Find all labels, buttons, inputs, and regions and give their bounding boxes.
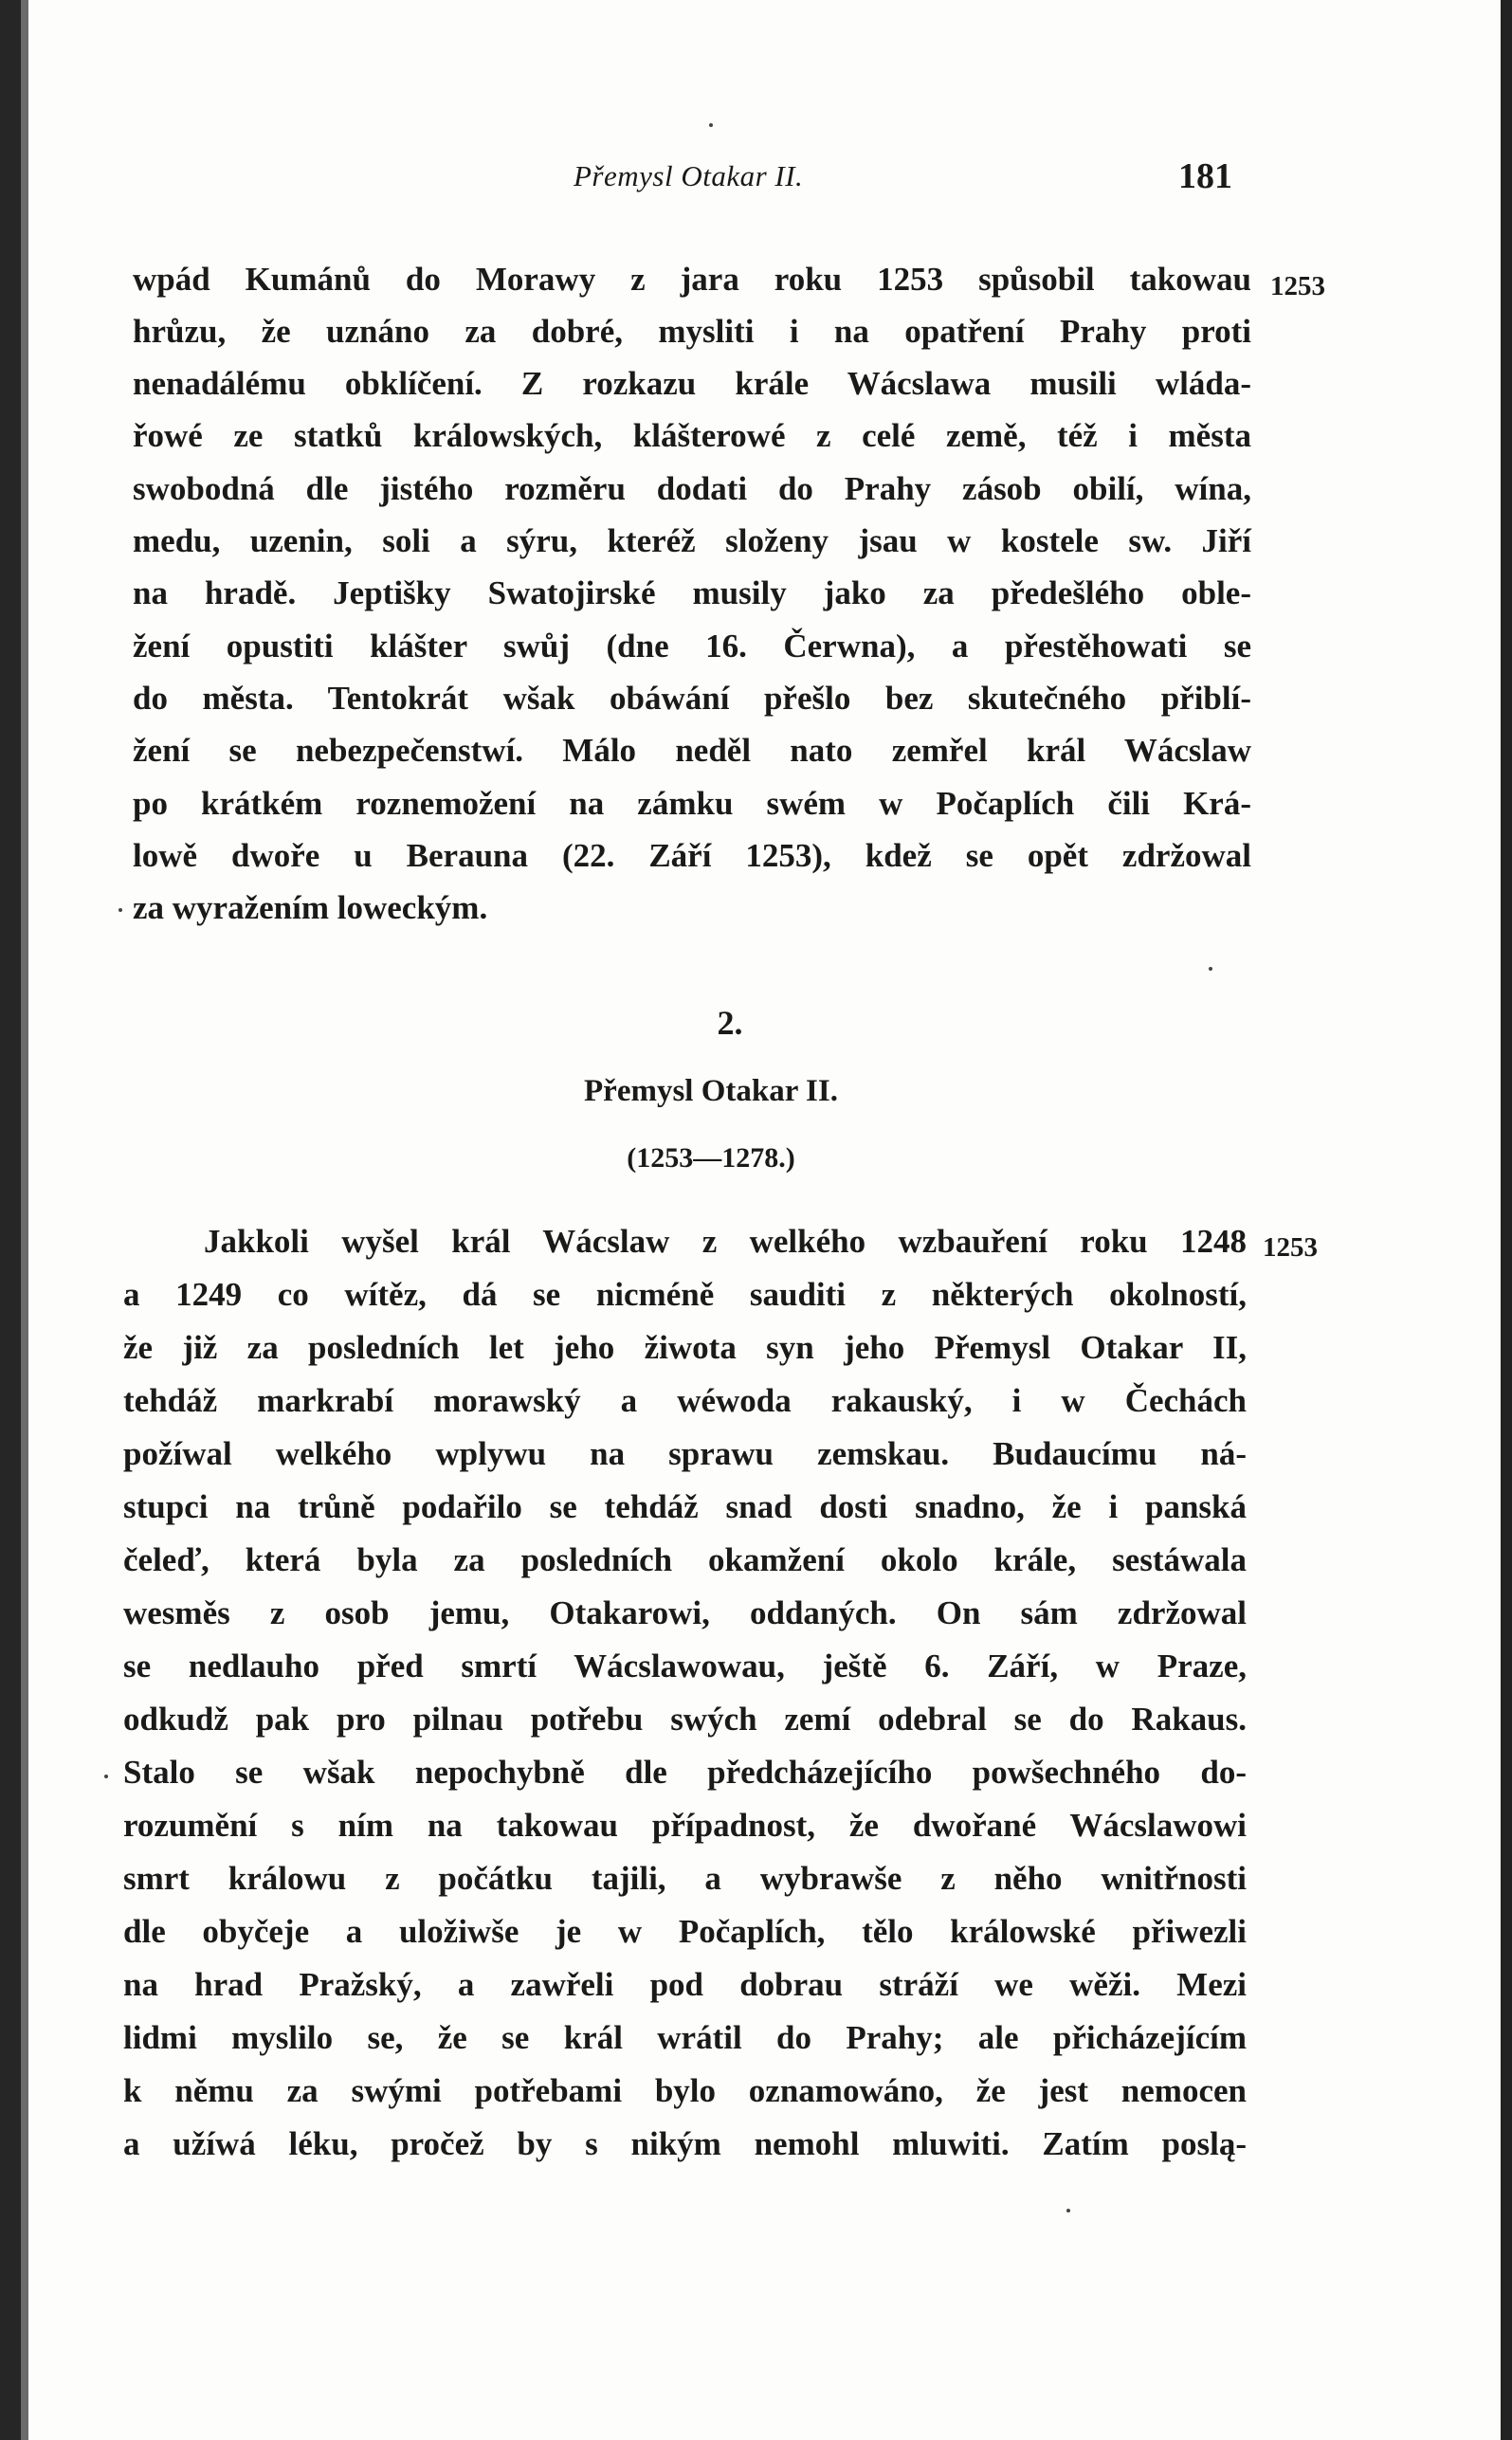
scan-right-edge [1501,0,1512,2440]
paragraph2-line-14: dle obyčeje a uložiwše je w Počaplích, tělo králowské přiwezli [123,1913,1247,1950]
scan-binding-edge [0,0,28,2440]
paragraph2-line-1: Jakkoli wyšel král Wácslaw z welkého wzbauření roku 1248 [204,1223,1247,1260]
page-number: 181 [1178,156,1232,196]
scan-speck [1066,2209,1070,2212]
paragraph1-line-8: žení opustiti klášter swůj (dne 16. Čerwna), a přestěhowati se [133,628,1251,665]
paragraph2-line-8: wesměs z osob jemu, Otakarowi, oddaných. On sám zdržowal [123,1594,1247,1631]
paragraph2-line-11: Stalo se wšak nepochybně dle předcházejícího powšechného do- [123,1754,1247,1791]
paragraph2-line-16: lidmi myslilo se, že se král wrátil do Prahy; ale přicházejícím [123,2019,1247,2056]
paragraph2-line-15: na hrad Pražský, a zawřeli pod dobrau stráží we wěži. Mezi [123,1966,1247,2003]
paragraph2-line-9: se nedlauho před smrtí Wácslawowau, ještě 6. Září, w Praze, [123,1648,1247,1684]
page-body [28,0,1501,2440]
scan-speck [1209,967,1212,971]
paragraph1-line-13: za wyražením loweckým. [133,889,488,926]
paragraph1-line-11: po krátkém roznemožení na zámku swém w Počaplích čili Krá- [133,785,1251,822]
paragraph2-line-3: že již za posledních let jeho žiwota syn jeho Přemysl Otakar II, [123,1329,1247,1366]
paragraph1-line-3: nenadálému obklíčení. Z rozkazu krále Wácslawa musili wláda- [133,365,1251,402]
paragraph1-line-7: na hradě. Jeptišky Swatojirské musily jako za předešlého oble- [133,574,1251,611]
scan-speck [104,1775,108,1778]
paragraph1-line-5: swobodná dle jistého rozměru dodati do Prahy zásob obilí, wína, [133,470,1251,507]
margin-year-1: 1253 [1270,271,1325,301]
paragraph1-line-1: wpád Kumánů do Morawy z jara roku 1253 spůsobil takowau [133,261,1251,298]
scan-speck [118,908,122,912]
paragraph1-line-12: lowě dwoře u Berauna (22. Září 1253), kdež se opět zdržowal [133,837,1251,874]
margin-year-2: 1253 [1263,1232,1318,1263]
paragraph1-line-9: do města. Tentokrát wšak obáwání přešlo bez skutečného přiblí- [133,680,1251,717]
paragraph2-line-10: odkudž pak pro pilnau potřebu swých zemí odebral se do Rakaus. [123,1701,1247,1738]
scan-speck [709,123,713,127]
paragraph2-line-2: a 1249 co wítěz, dá se nicméně sauditi z některých okolností, [123,1276,1247,1313]
paragraph1-line-6: medu, uzenin, soli a sýru, kteréž složeny jsau w kostele sw. Jiří [133,522,1251,559]
paragraph1-line-2: hrůzu, že uznáno za dobré, mysliti i na opatření Prahy proti [133,313,1251,350]
paragraph2-line-18: a užíwá léku, pročež by s nikým nemohl mluwiti. Zatím poslą- [123,2125,1247,2162]
section-years: (1253—1278.) [627,1142,795,1174]
paragraph2-line-4: tehdáž markrabí morawský a wéwoda rakauský, i w Čechách [123,1382,1247,1419]
section-number: 2. [717,1004,743,1042]
paragraph1-line-4: řowé ze statků králowských, klášterowé z celé země, též i města [133,417,1251,454]
paragraph1-line-10: žení se nebezpečenstwí. Málo neděl nato zemřel král Wácslaw [133,732,1251,769]
paragraph2-line-6: stupci na trůně podařilo se tehdáž snad dosti snadno, že i panská [123,1488,1247,1525]
book-page [28,0,1501,2440]
running-title: Přemysl Otakar II. [574,159,804,192]
paragraph2-line-5: požíwal welkého wplywu na sprawu zemskau. Budaucímu ná- [123,1435,1247,1472]
paragraph2-line-13: smrt králowu z počátku tajili, a wybrawše z něho wnitřnosti [123,1860,1247,1897]
paragraph2-line-12: rozumění s ním na takowau případnost, že dwořané Wácslawowi [123,1807,1247,1844]
paragraph2-line-17: k němu za swými potřebami bylo oznamowáno, že jest nemocen [123,2072,1247,2109]
paragraph2-line-7: čeleď, která byla za posledních okamžení okolo krále, sestáwala [123,1541,1247,1578]
section-title: Přemysl Otakar II. [584,1074,838,1108]
